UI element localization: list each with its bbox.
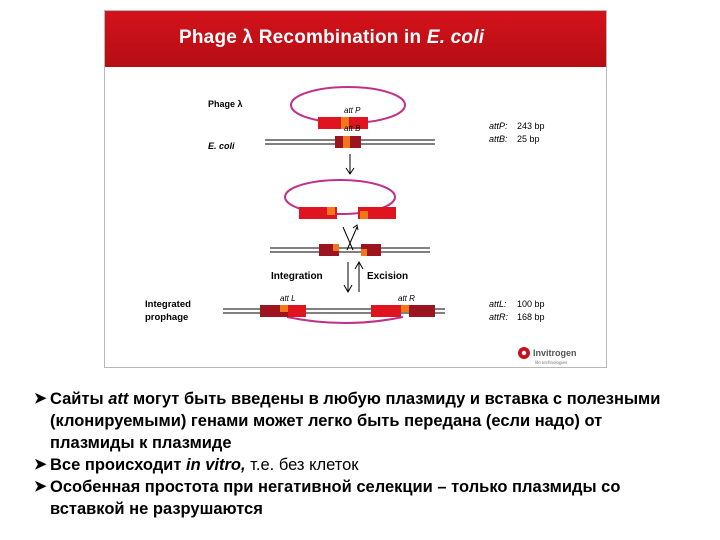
- bullet-1-text-2: могут быть введены в любую плазмиду и вставка с полезными (клонируемыми) генами может легко быть передана (если надо) от плазмиды к плазмиде: [50, 390, 661, 452]
- attB-label: att B: [344, 124, 361, 133]
- attP-size-value: 243 bp: [517, 121, 545, 131]
- bullet-arrow-icon: ➤: [34, 478, 47, 495]
- bullet-3: [34, 476, 684, 520]
- attR-size-value: 168 bp: [517, 312, 545, 322]
- attP-label: att P: [344, 106, 361, 115]
- attL-label: att L: [280, 294, 296, 303]
- synapsis-left-top-core: [327, 207, 335, 215]
- attB-core: [343, 136, 350, 148]
- synapsis-right-bottom-core: [361, 249, 367, 256]
- attR-core: [401, 305, 409, 312]
- synapsis-left-bottom-core: [333, 244, 339, 251]
- bullet-list: [34, 388, 684, 520]
- slide-figure: [104, 10, 607, 368]
- title-italic: E. coli: [426, 27, 485, 48]
- integration-label: Integration: [271, 271, 323, 282]
- phage-label: Phage λ: [208, 99, 243, 109]
- invitrogen-logo-dot: [522, 351, 526, 355]
- bullet-arrow-icon: ➤: [34, 456, 47, 473]
- attB-size-label: attB:: [489, 134, 508, 144]
- attR-size-label: attR:: [489, 312, 509, 322]
- ecoli-label: E. coli: [208, 141, 235, 151]
- bullet-1-text-att: att: [108, 390, 129, 408]
- bullet-2-text-1: Все происходит: [50, 456, 186, 474]
- attL-core: [280, 305, 288, 312]
- title-bar: [105, 11, 606, 67]
- attL-right: [288, 305, 306, 317]
- attR-label: att R: [398, 294, 415, 303]
- bullet-1-text-1: Сайты: [50, 390, 109, 408]
- title-prefix: Phage λ Recombination in: [179, 27, 427, 48]
- bullet-arrow-icon: ➤: [34, 390, 47, 407]
- attL-size-label: attL:: [489, 299, 507, 309]
- synapsis-right-top-core: [360, 211, 368, 219]
- attL-size-value: 100 bp: [517, 299, 545, 309]
- bullet-1: [34, 388, 684, 454]
- figure-title: [179, 27, 484, 49]
- invitrogen-logo-text: Invitrogen: [533, 348, 577, 358]
- attR-right: [409, 305, 435, 317]
- integrated-label-1: Integrated: [145, 299, 191, 310]
- prophage-insert: [287, 317, 403, 323]
- bullet-2-text-2: т.е. без клеток: [245, 456, 359, 474]
- attP-size-label: attP:: [489, 121, 508, 131]
- bullet-2: [34, 454, 684, 476]
- bullet-2-text-invitro: in vitro,: [186, 456, 246, 474]
- integrated-label-2: prophage: [145, 312, 189, 323]
- attB-size-value: 25 bp: [517, 134, 540, 144]
- invitrogen-logo-sub: life technologies: [535, 360, 568, 365]
- bullet-3-text: Особенная простота при негативной селекции – только плазмиды со вставкой не разрушаются: [50, 478, 621, 518]
- recombination-diagram: [105, 67, 606, 367]
- excision-label: Excision: [367, 271, 409, 282]
- attR-left: [371, 305, 401, 317]
